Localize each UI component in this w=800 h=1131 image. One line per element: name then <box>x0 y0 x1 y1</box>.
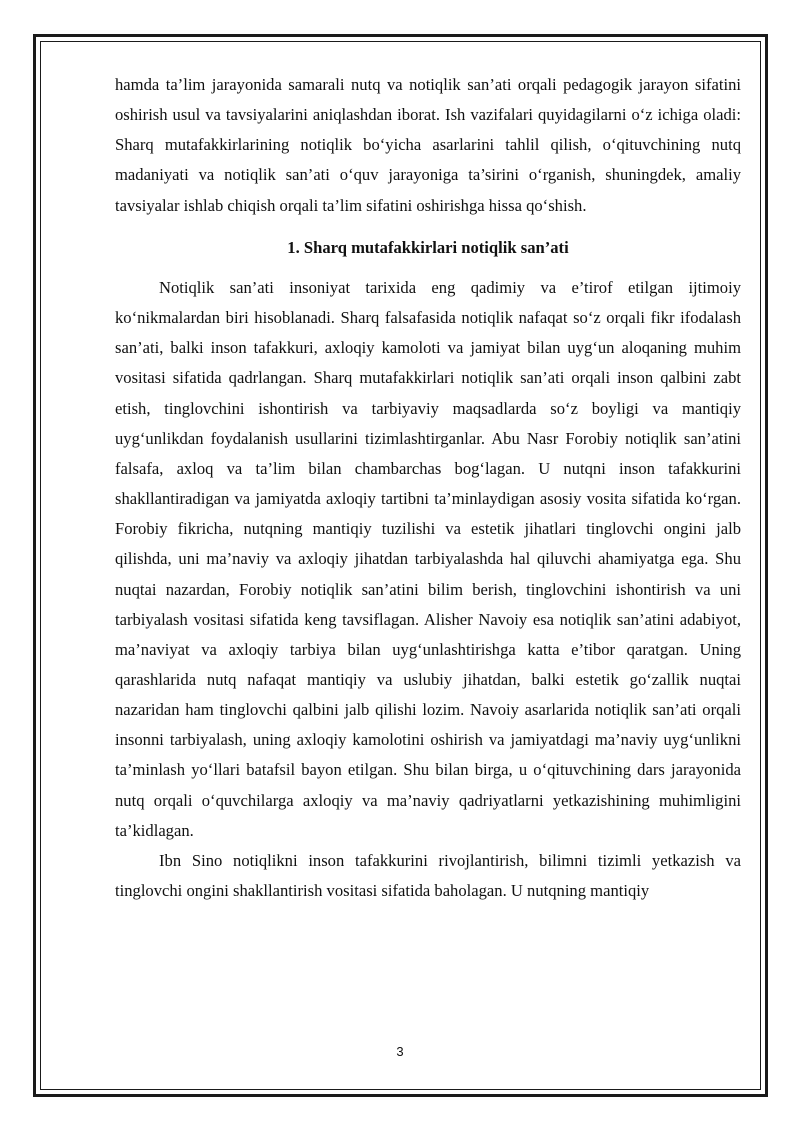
section-heading: 1. Sharq mutafakkirlari notiqlik san’ati <box>287 237 569 257</box>
page-number: 3 <box>396 1044 404 1059</box>
paragraph-oratory-art: Notiqlik san’ati insoniyat tarixida eng qadimiy va e’tirof etilgan ijtimoiy ko‘nikmalardan biri hisoblanadi. Sharq falsafasida notiqlik nafaqat so‘z orqali fikr ifodalash san’ati, balki inson tafakkuri, axloqiy kamoloti va jamiyat bilan uyg‘un aloqaning muhim vositasi sifatida qadrlangan. Sharq mutafakkirlari notiqlik san’ati orqali inson qalbini zabt etish, tinglovchini ishontirish va tarbiyaviy maqsadlarda so‘z boyligi va mantiqiy uyg‘unlikdan foydalanish usullarini tizimlashtirganlar. Abu Nasr Forobiy notiqlik san’atini falsafa, axloq va ta’lim bilan chambarchas bog‘lagan. U nutqni inson tafakkurini shakllantiradigan va jamiyatda axloqiy tartibni ta’minlaydigan asosiy vosita sifatida ko‘rgan. Forobiy fikricha, nutqning mantiqiy tuzilishi va estetik jihatlari tinglovchi ongini jalb qilishda, uni ma’naviy va axloqiy jihatdan tarbiyalashda hal qiluvchi ahamiyatga ega. Shu nuqtai nazardan, Forobiy notiqlik san’atini bilim berish, tinglovchini ishontirish va uni tarbiyalash vositasi sifatida keng tavsiflagan. Alisher Navoiy esa notiqlik san’atini adabiyot, ma’naviyat va axloqiy tarbiya bilan uyg‘unlashtirishga katta e’tibor qaratgan. Uning qarashlarida nutq nafaqat mantiqiy va uslubiy jihatdan, balki estetik go‘zallik nuqtai nazaridan ham tinglovchi qalbini jalb qilishi lozim. Navoiy asarlarida notiqlik san’ati orqali insonni tarbiyalash, uning axloqiy kamolotini oshirish va jamiyatdagi ma’naviy uyg‘unlikni ta’minlash yo‘llari batafsil bayon etilgan. Shu bilan birga, u o‘qituvchining dars jarayonida nutq orqali o‘quvchilarga axloqiy va ma’naviy qadriyatlarni yetkazishining muhimligini ta’kidlagan. <box>115 277 741 840</box>
paragraph-ibn-sino: Ibn Sino notiqlikni inson tafakkurini rivojlantirish, bilimni tizimli yetkazish va tinglovchi ongini shakllantirish vositasi sifatida baholagan. U nutqning mantiqiy <box>115 850 741 901</box>
document-body <box>115 70 741 906</box>
paragraph-intro-continuation: hamda ta’lim jarayonida samarali nutq va notiqlik san’ati orqali pedagogik jarayon sifatini oshirish usul va tavsiyalarini aniqlashdan iborat. Ish vazifalari quyidagilarni o‘z ichiga oladi: Sharq mutafakkirlarining notiqlik bo‘yicha asarlarini tahlil qilish, o‘qituvchining nutq madaniyati va notiqlik san’ati o‘quv jarayoniga ta’sirini o‘rganish, shuningdek, amaliy tavsiyalar ishlab chiqish orqali ta’lim sifatini oshirishga hissa qo‘shish. <box>115 75 741 215</box>
